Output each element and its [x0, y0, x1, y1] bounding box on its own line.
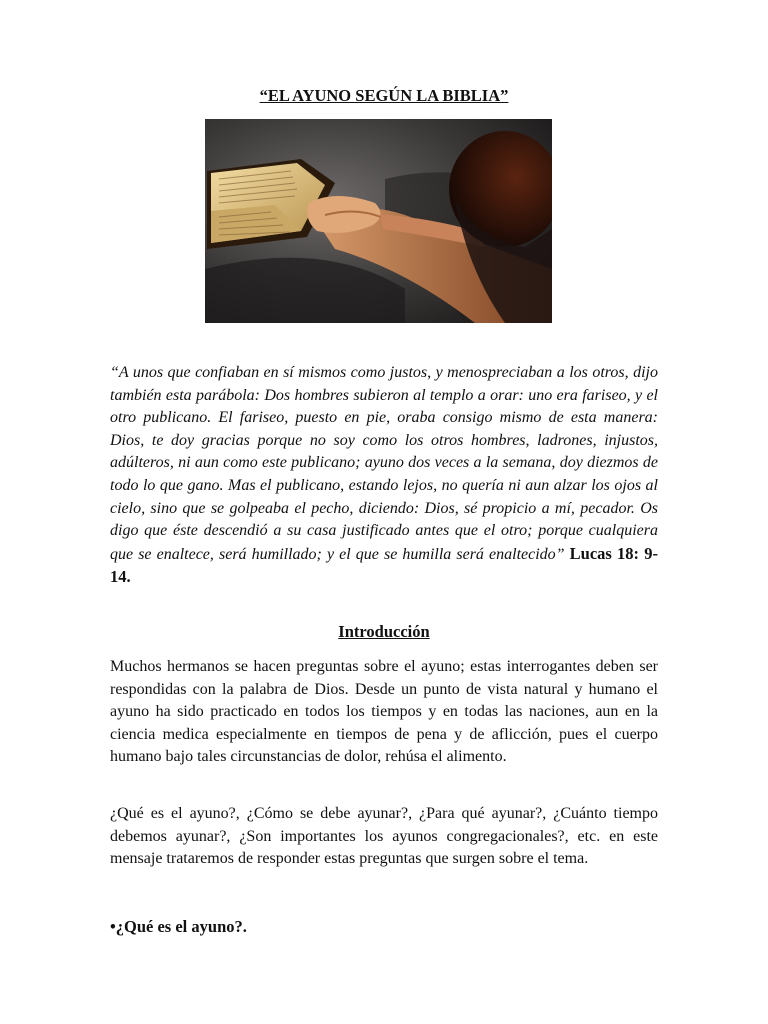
document-title: “EL AYUNO SEGÚN LA BIBLIA” [259, 86, 509, 105]
intro-heading: Introducción [338, 622, 430, 641]
quote-text: “A unos que confiaban en sí mismos como justos, y menospreciaban a los otros, dijo también esta parábola: Dos hombres subieron al templo a orar: uno era fariseo, y el otro publicano. El fariseo, puesto en pie, oraba consigo mismo de esta manera: Dios, te doy gracias porque no soy como los otros hombres, ladrones, injustos, adúlteros, ni aun como este publicano; ayuno dos veces a la semana, doy diezmos de todo lo que gano. Mas el publicano, estando lejos, no quería ni aun alzar los ojos al cielo, sino que se golpeaba el pecho, diciendo: Dios, sé propicio a mí, pecador. Os digo que éste descendió a su casa justificado antes que el otro; porque cualquiera que se enaltece, será humillado; y el que se humilla será enaltecido” [110, 364, 658, 563]
bible-quote [110, 362, 658, 590]
quote-reference: Lucas 18: 9-14. [110, 543, 659, 587]
intro-paragraph: Muchos hermanos se hacen preguntas sobre el ayuno; estas interrogantes deben ser respondidas con la palabra de Dios. Desde un punto de vista natural y humano el ayuno ha sido practicado en todos los tiempos y en todas las naciones, aun en la ciencia medica especialmente en tiempos de pena y de aflicción, pues el cuerpo humano bajo tales circunstancias de dolor, rehúsa el alimento. [110, 658, 658, 766]
section-heading: •¿Qué es el ayuno?. [110, 917, 247, 936]
prayer-photo [205, 119, 552, 323]
questions-paragraph: ¿Qué es el ayuno?, ¿Cómo se debe ayunar?, ¿Para qué ayunar?, ¿Cuánto tiempo debemos ayunar?, ¿Son importantes los ayunos congregacionales?, etc. en este mensaje trataremos de responder estas preguntas que surgen sobre el tema. [110, 805, 658, 868]
